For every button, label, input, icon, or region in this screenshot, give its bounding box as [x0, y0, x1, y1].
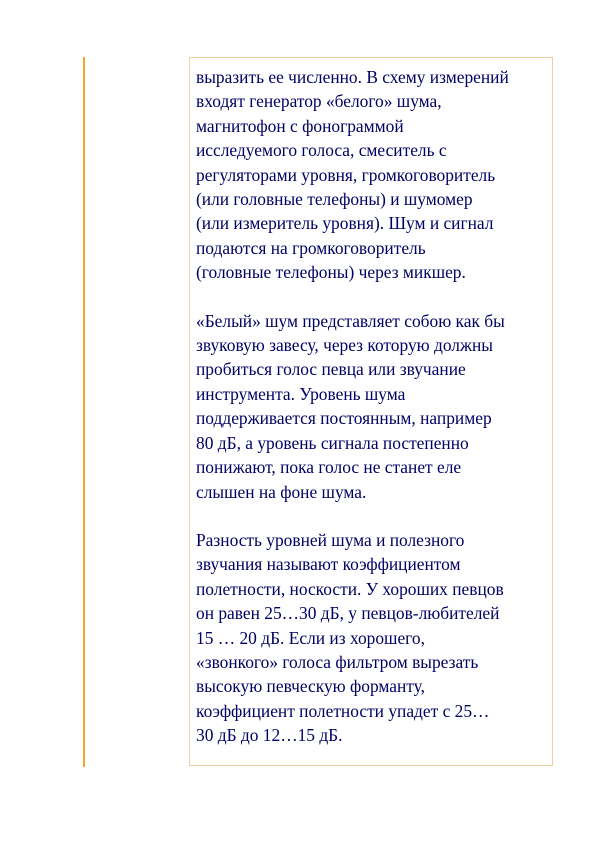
paragraph-projection-coefficient: Разность уровней шума и полезного звучания называют коэффициентом полетности, носкости. У хороших певцов он равен 25…30 дБ, у певцов-любителей 15 … 20 дБ. Если из хорошего, «звонкого» голоса фильтром вырезать высокую певческую форманту, коэффициент полетности упадет с 25… 30 дБ до 12…15 дБ. [196, 529, 504, 746]
left-margin-rule [83, 57, 85, 767]
text-frame [189, 57, 553, 766]
paragraph-white-noise: «Белый» шум представляет собою как бы звуковую завесу, через которую должны пробиться голос певца или звучание инструмента. Уровень шума поддерживается постоянным, например 80 дБ, а уровень сигнала постепенно понижают, пока голос не станет еле слышен на фоне шума. [196, 310, 505, 502]
paragraph-measurement-setup: выразить ее численно. В схему измерений входят генератор «белого» шума, магнитофон с фонограммой исследуемого голоса, смеситель с регуляторами уровня, громкоговоритель (или головные телефоны) и шумомер (или измеритель уровня). Шум и сигнал подаются на громкоговоритель (головные телефоны) через микшер. [196, 67, 509, 283]
